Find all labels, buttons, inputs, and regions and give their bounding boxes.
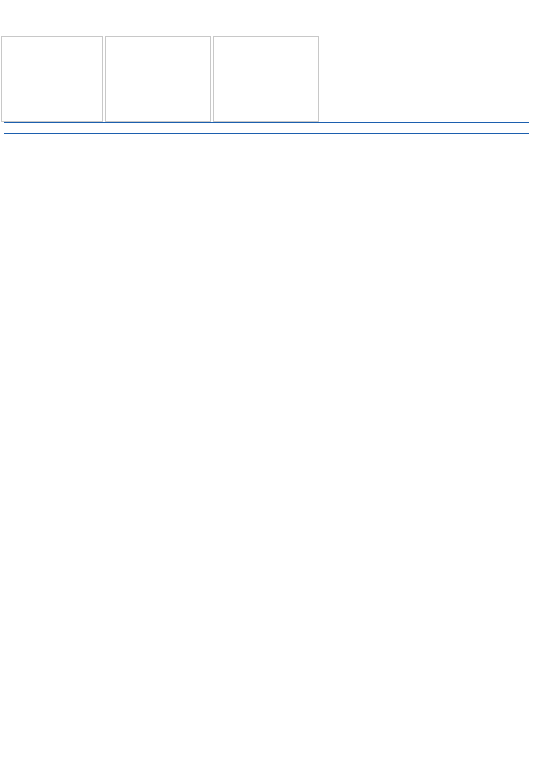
top-card-society[interactable] [105,36,211,122]
dateline-bar [4,122,529,134]
masthead [323,0,533,128]
top-card-politics[interactable] [213,36,319,122]
top-card-culture[interactable] [1,36,103,122]
